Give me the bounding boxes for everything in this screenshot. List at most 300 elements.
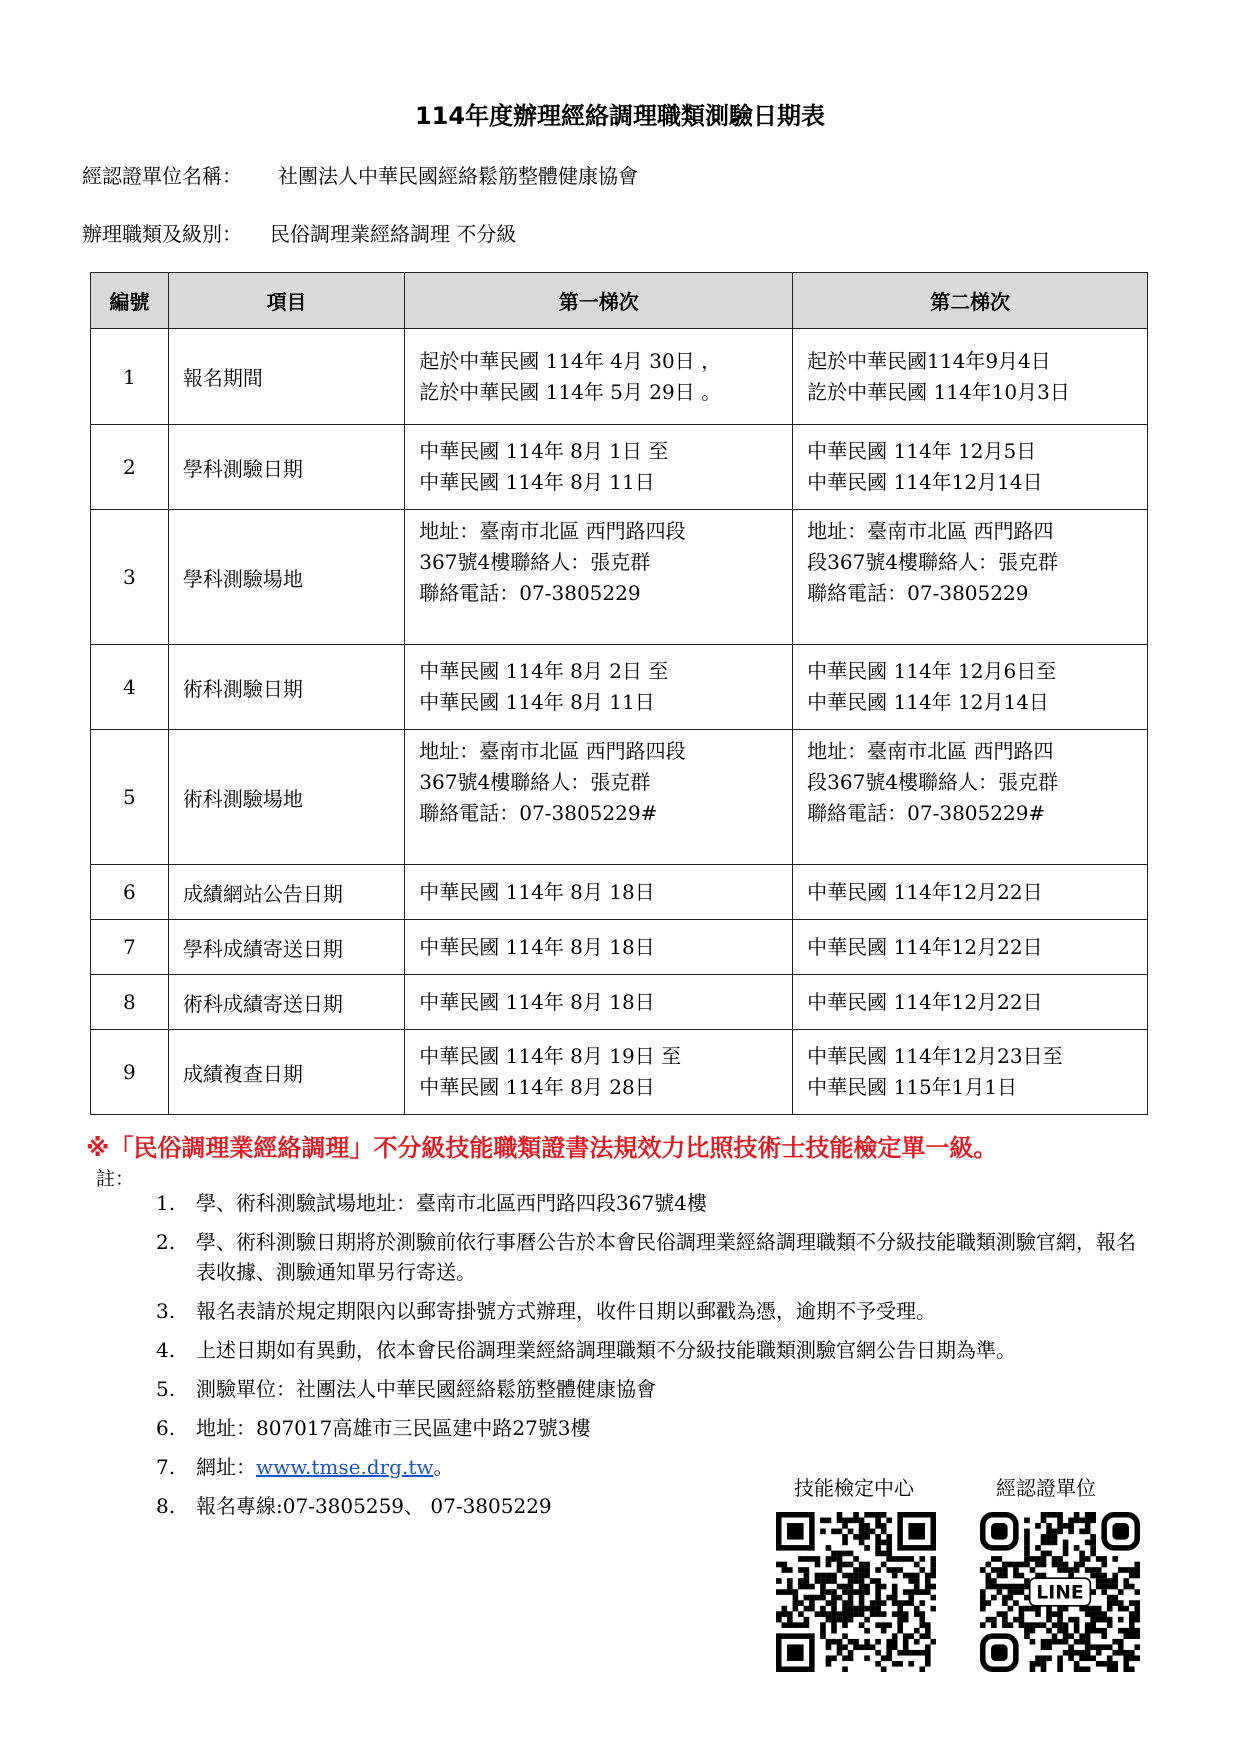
cell-line: 地址：臺南市北區 西門路四段	[419, 519, 686, 543]
qr-module	[787, 1622, 793, 1628]
qr-module	[853, 1573, 859, 1579]
qr-module	[782, 1562, 788, 1568]
qr-module	[1090, 1628, 1096, 1634]
unit-name-label: 經認證單位名稱：	[82, 164, 242, 188]
qr-module	[793, 1595, 799, 1601]
qr-module	[820, 1589, 826, 1595]
cell-line: 中華民國 114年12月23日至	[807, 1044, 1063, 1068]
qr-module	[842, 1617, 848, 1623]
qr-finder	[787, 1523, 804, 1540]
qr-module	[793, 1606, 799, 1612]
qr-module	[1057, 1556, 1063, 1562]
qr-module	[1101, 1556, 1107, 1562]
qr-module	[1107, 1655, 1113, 1661]
cell-line: 中華民國 114年12月22日	[807, 879, 1043, 904]
qr-module	[997, 1584, 1003, 1590]
qr-module	[842, 1666, 848, 1672]
qr-module	[1107, 1666, 1113, 1672]
qr-module	[980, 1606, 986, 1612]
qr-module	[842, 1573, 848, 1579]
qr-module	[875, 1639, 881, 1645]
qr-module	[881, 1529, 887, 1535]
qr-module	[1046, 1628, 1052, 1634]
qr-module	[1074, 1545, 1080, 1551]
qr-module	[1096, 1617, 1102, 1623]
row-number: 2	[91, 425, 169, 510]
qr-module	[1024, 1606, 1030, 1612]
qr-module	[1107, 1661, 1113, 1667]
qr-module	[798, 1611, 804, 1617]
qr-module	[859, 1595, 865, 1601]
qr-module	[997, 1567, 1003, 1573]
qr-module	[1101, 1628, 1107, 1634]
qr-module	[1118, 1650, 1124, 1656]
qr-module	[1129, 1573, 1135, 1579]
qr-module	[837, 1650, 843, 1656]
qr-module	[776, 1578, 782, 1584]
qr-module	[875, 1595, 881, 1601]
qr-module	[1057, 1617, 1063, 1623]
qr-module	[809, 1600, 815, 1606]
qr-module	[1024, 1534, 1030, 1540]
qr-module	[837, 1584, 843, 1590]
qr-module	[864, 1606, 870, 1612]
qr-module	[903, 1650, 909, 1656]
qr-module	[859, 1540, 865, 1546]
qr-module	[842, 1644, 848, 1650]
qr-module	[897, 1650, 903, 1656]
qr-module	[1134, 1606, 1140, 1612]
qr-module	[1008, 1622, 1014, 1628]
cell-line: 中華民國 114年 8月 11日	[419, 470, 655, 494]
qr-module	[1030, 1606, 1036, 1612]
qr-module	[1118, 1589, 1124, 1595]
cell-line: 中華民國 114年12月14日	[807, 470, 1043, 494]
qr-module	[787, 1611, 793, 1617]
qr-module	[886, 1595, 892, 1601]
qr-module	[853, 1567, 859, 1573]
qr-module	[1101, 1573, 1107, 1579]
qr-module	[859, 1589, 865, 1595]
row-number: 5	[91, 730, 169, 865]
line-qr-code-icon[interactable]	[980, 1512, 1140, 1672]
qr-module	[809, 1584, 815, 1590]
qr-module	[1008, 1589, 1014, 1595]
qr-module	[798, 1567, 804, 1573]
qr-module	[804, 1584, 810, 1590]
qr-module	[914, 1589, 920, 1595]
qr-module	[820, 1595, 826, 1601]
cell-line: 訖於中華民國 114年10月3日	[807, 379, 1070, 404]
qr-module	[997, 1611, 1003, 1617]
website-link[interactable]: www.tmse.drg.tw	[256, 1455, 434, 1479]
qr-module	[1085, 1655, 1091, 1661]
qr-module	[1063, 1523, 1069, 1529]
qr-module	[1052, 1611, 1058, 1617]
qr-module	[842, 1633, 848, 1639]
cell-line: 聯絡電話：07-3805229	[419, 581, 641, 605]
qr-module	[1085, 1622, 1091, 1628]
qr-module	[903, 1611, 909, 1617]
qr-module	[837, 1556, 843, 1562]
qr-module	[776, 1589, 782, 1595]
qr-module	[1046, 1606, 1052, 1612]
qr-module	[1046, 1534, 1052, 1540]
qr-module	[853, 1556, 859, 1562]
qr-module	[1052, 1639, 1058, 1645]
qr-module	[1019, 1573, 1025, 1579]
cell-line: 段367號4樓聯絡人：張克群	[807, 550, 1059, 574]
qr-module	[903, 1589, 909, 1595]
qr-module	[1090, 1551, 1096, 1557]
qr-module	[848, 1600, 854, 1606]
qr-module	[925, 1628, 931, 1634]
qr-module	[1024, 1545, 1030, 1551]
second-session-cell	[793, 425, 1148, 510]
qr-module	[782, 1589, 788, 1595]
note-item	[156, 1188, 1148, 1218]
qr-module	[864, 1589, 870, 1595]
qr-module	[897, 1628, 903, 1634]
qr-module	[831, 1595, 837, 1601]
qr-module	[1074, 1562, 1080, 1568]
qr-module	[1134, 1567, 1140, 1573]
qr-module	[875, 1512, 881, 1518]
qr-module	[1107, 1600, 1113, 1606]
qr-module	[1068, 1523, 1074, 1529]
table-row	[91, 865, 1148, 920]
qr-module	[864, 1639, 870, 1645]
qr-module	[925, 1589, 931, 1595]
qr-module	[892, 1661, 898, 1667]
qr-module	[837, 1567, 843, 1573]
qr-module	[1085, 1567, 1091, 1573]
note-number: 2.	[156, 1230, 176, 1254]
note-number: 1.	[156, 1191, 176, 1215]
qr-module	[1068, 1655, 1074, 1661]
qr-module	[1085, 1639, 1091, 1645]
qr-module	[919, 1556, 925, 1562]
qr-module	[809, 1606, 815, 1612]
qr-module	[815, 1578, 821, 1584]
qr-module	[1079, 1529, 1085, 1535]
qr-module	[1118, 1639, 1124, 1645]
qr-module	[837, 1512, 843, 1518]
qr-module	[1079, 1650, 1085, 1656]
qr-module	[1112, 1578, 1118, 1584]
qr-module	[897, 1622, 903, 1628]
qr-module	[1129, 1655, 1135, 1661]
qr-module	[886, 1644, 892, 1650]
qr-module	[1101, 1617, 1107, 1623]
qr-module	[892, 1584, 898, 1590]
qr-module	[1019, 1611, 1025, 1617]
qr-module	[859, 1578, 865, 1584]
qr-module	[980, 1595, 986, 1601]
first-session-cell	[405, 510, 793, 645]
qr-module	[997, 1556, 1003, 1562]
cell-line: 段367號4樓聯絡人：張克群	[807, 770, 1059, 794]
qr-module	[1112, 1556, 1118, 1562]
qr-module	[1129, 1600, 1135, 1606]
qr-module	[1107, 1584, 1113, 1590]
qr-module	[1112, 1650, 1118, 1656]
qr-module	[930, 1639, 936, 1645]
qr-module	[908, 1589, 914, 1595]
qr-module	[1123, 1661, 1129, 1667]
qr-module	[798, 1556, 804, 1562]
qr-module	[1035, 1523, 1041, 1529]
qr-module	[1107, 1617, 1113, 1623]
qr-module	[1101, 1562, 1107, 1568]
qr-module	[831, 1529, 837, 1535]
qr-module	[870, 1611, 876, 1617]
qr-module	[1030, 1666, 1036, 1672]
qr-module	[892, 1573, 898, 1579]
qr-module	[881, 1512, 887, 1518]
qr-module	[826, 1589, 832, 1595]
qr-module	[875, 1589, 881, 1595]
cell-line: 訖於中華民國 114年 5月 29日 。	[419, 379, 722, 404]
header-item: 項目	[168, 273, 404, 329]
second-session-cell	[793, 730, 1148, 865]
qr-module	[842, 1600, 848, 1606]
qr-module	[1068, 1518, 1074, 1524]
qr-module	[1090, 1617, 1096, 1623]
qr-module	[826, 1661, 832, 1667]
cell-line: 地址：臺南市北區 西門路四段	[419, 739, 686, 763]
qr-module	[1112, 1573, 1118, 1579]
qr-module	[875, 1584, 881, 1590]
qr-module	[1057, 1661, 1063, 1667]
qr-module	[991, 1622, 997, 1628]
qr-module	[842, 1562, 848, 1568]
qr-module	[897, 1661, 903, 1667]
qr-module	[776, 1611, 782, 1617]
qr-module	[848, 1562, 854, 1568]
qr-module	[1079, 1639, 1085, 1645]
qr-module	[1002, 1617, 1008, 1623]
qr-module	[842, 1534, 848, 1540]
qr-module	[848, 1551, 854, 1557]
qr-module	[1101, 1611, 1107, 1617]
qr-module	[1019, 1589, 1025, 1595]
row-item: 學科成績寄送日期	[168, 920, 404, 975]
qr-module	[848, 1589, 854, 1595]
cell-line: 中華民國 114年 8月 19日 至	[419, 1044, 682, 1068]
qr-module	[980, 1589, 986, 1595]
qr-module	[925, 1661, 931, 1667]
qr-code-icon[interactable]	[776, 1512, 936, 1672]
qr-module	[798, 1578, 804, 1584]
qr-module	[1063, 1650, 1069, 1656]
qr-module	[1079, 1562, 1085, 1568]
qr-module	[826, 1573, 832, 1579]
first-session-cell	[405, 1030, 793, 1115]
qr-module	[1096, 1644, 1102, 1650]
qr-module	[875, 1534, 881, 1540]
qr-module	[1035, 1655, 1041, 1661]
qr-module	[842, 1606, 848, 1612]
qr-module	[1085, 1633, 1091, 1639]
qr-module	[864, 1584, 870, 1590]
qr-module	[919, 1666, 925, 1672]
qr-module	[864, 1617, 870, 1623]
qr-finder	[991, 1523, 1008, 1540]
qr-module	[870, 1529, 876, 1535]
qr-module	[1112, 1595, 1118, 1601]
qr-module	[986, 1584, 992, 1590]
qr-module	[1030, 1661, 1036, 1667]
cell-line: 中華民國 114年12月22日	[807, 934, 1043, 959]
notes-label: 註：	[96, 1168, 135, 1190]
header-no: 編號	[91, 273, 169, 329]
qr-module	[787, 1589, 793, 1595]
row-item: 學科測驗場地	[168, 510, 404, 645]
qr-module	[908, 1578, 914, 1584]
qr-module	[1101, 1644, 1107, 1650]
qr-module	[848, 1584, 854, 1590]
qr-module	[1063, 1540, 1069, 1546]
qr-module	[1129, 1611, 1135, 1617]
qr-module	[886, 1556, 892, 1562]
qr-module	[908, 1650, 914, 1656]
qr-module	[1002, 1567, 1008, 1573]
qr-module	[1123, 1578, 1129, 1584]
qr-module	[837, 1644, 843, 1650]
qr-module	[782, 1622, 788, 1628]
second-session-cell	[793, 1030, 1148, 1115]
qr-module	[864, 1545, 870, 1551]
row-item: 報名期間	[168, 329, 404, 425]
qr-module	[930, 1595, 936, 1601]
cell-line: 聯絡電話：07-3805229	[807, 581, 1029, 605]
qr-module	[842, 1523, 848, 1529]
qr-module	[1068, 1617, 1074, 1623]
qr-module	[870, 1578, 876, 1584]
qr-module	[919, 1650, 925, 1656]
cell-line: 地址：臺南市北區 西門路四	[807, 739, 1054, 763]
qr-module	[1057, 1529, 1063, 1535]
qr-module	[903, 1639, 909, 1645]
qr-module	[881, 1622, 887, 1628]
qr-module	[1030, 1639, 1036, 1645]
qr-module	[831, 1578, 837, 1584]
qr-module	[1057, 1628, 1063, 1634]
qr-module	[1107, 1606, 1113, 1612]
qr-module	[919, 1622, 925, 1628]
qr-module	[881, 1628, 887, 1634]
qr-module	[886, 1639, 892, 1645]
qr-module	[1052, 1622, 1058, 1628]
cell-line: 367號4樓聯絡人：張克群	[419, 550, 651, 574]
qr-module	[1085, 1518, 1091, 1524]
qr-module	[930, 1606, 936, 1612]
second-session-cell	[793, 975, 1148, 1030]
qr-module	[1096, 1628, 1102, 1634]
qr-module	[1052, 1633, 1058, 1639]
qr-module	[1063, 1545, 1069, 1551]
qr-module	[1063, 1633, 1069, 1639]
qr-module	[892, 1644, 898, 1650]
qr-module	[1041, 1655, 1047, 1661]
qr-module	[842, 1540, 848, 1546]
qr-module	[908, 1661, 914, 1667]
qr-module	[1019, 1622, 1025, 1628]
note-item	[156, 1296, 1148, 1326]
cell-line: 中華民國 114年 8月 11日	[419, 690, 655, 714]
qr-module	[1107, 1578, 1113, 1584]
qr-module	[1123, 1666, 1129, 1672]
qr-module	[859, 1534, 865, 1540]
qr-module	[820, 1628, 826, 1634]
row-item: 成績網站公告日期	[168, 865, 404, 920]
qr-module	[881, 1655, 887, 1661]
qr-module	[848, 1611, 854, 1617]
qr-module	[831, 1639, 837, 1645]
qr-module	[1090, 1611, 1096, 1617]
qr-module	[1090, 1655, 1096, 1661]
cell-line: 起於中華民國 114年 4月 30日 ，	[419, 348, 722, 373]
qr-module	[1101, 1661, 1107, 1667]
qr-module	[1079, 1655, 1085, 1661]
qr-module	[848, 1655, 854, 1661]
qr-module	[1008, 1584, 1014, 1590]
qr-module	[897, 1606, 903, 1612]
qr-module	[903, 1573, 909, 1579]
qr-module	[1107, 1644, 1113, 1650]
qr-module	[820, 1529, 826, 1535]
qr-module	[831, 1589, 837, 1595]
qr-module	[1090, 1606, 1096, 1612]
qr-module	[997, 1589, 1003, 1595]
qr-module	[881, 1562, 887, 1568]
qr-module	[892, 1639, 898, 1645]
qr-module	[793, 1589, 799, 1595]
qr-module	[875, 1661, 881, 1667]
qr-module	[1118, 1617, 1124, 1623]
qr-module	[925, 1578, 931, 1584]
qr-module	[1024, 1556, 1030, 1562]
qr-module	[837, 1595, 843, 1601]
qr-module	[892, 1633, 898, 1639]
qr-module	[1041, 1644, 1047, 1650]
qr-module	[826, 1556, 832, 1562]
qr-module	[820, 1518, 826, 1524]
row-number: 7	[91, 920, 169, 975]
qr-module	[997, 1573, 1003, 1579]
qr-module	[1057, 1622, 1063, 1628]
qr-module	[881, 1600, 887, 1606]
qr-module	[1008, 1562, 1014, 1568]
qr-module	[1068, 1650, 1074, 1656]
qr-module	[848, 1518, 854, 1524]
qr-module	[1123, 1606, 1129, 1612]
qr-module	[881, 1666, 887, 1672]
qr-module	[925, 1650, 931, 1656]
qr-module	[826, 1655, 832, 1661]
qr-module	[1090, 1573, 1096, 1579]
qr-module	[859, 1573, 865, 1579]
qr-module	[1052, 1562, 1058, 1568]
qr-module	[831, 1622, 837, 1628]
qr-module	[908, 1595, 914, 1601]
qr-module	[1096, 1556, 1102, 1562]
qr-module	[919, 1567, 925, 1573]
qr-module	[859, 1567, 865, 1573]
qr-module	[875, 1622, 881, 1628]
qr-module	[826, 1578, 832, 1584]
